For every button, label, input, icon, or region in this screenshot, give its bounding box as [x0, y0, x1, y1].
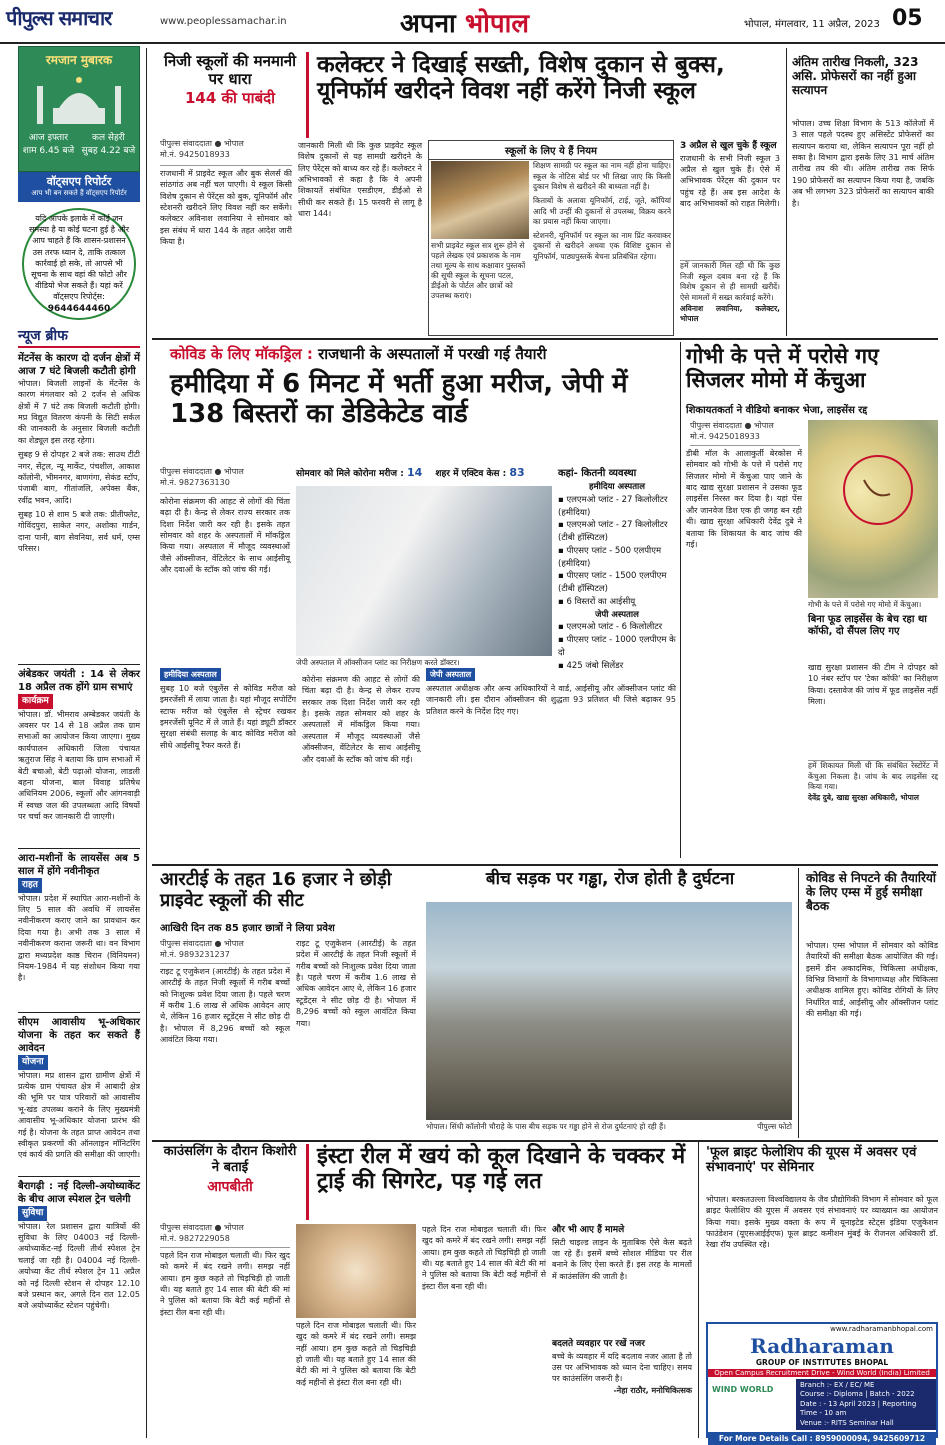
column-divider — [698, 1142, 699, 1438]
mosque-icon — [29, 74, 129, 124]
ad-contact: For More Details Call : 8959000094, 9425609712 — [708, 1432, 936, 1445]
page-number: 05 — [892, 6, 923, 31]
divider — [18, 848, 140, 849]
story1-headline: कलेक्टर ने दिखाई सख्ती, विशेष दुकान से बुक्स, यूनिफॉर्म खरीदने विवश नहीं करेंगे निजी स्कूल — [306, 52, 774, 138]
story9-body: भोपाल। बरकतउल्ला विश्वविद्यालय के जैव प्रौद्योगिकी विभाग में सोमवार को फूल ब्राइट फेलोशिप की यूएस में अवसर एवं संभावनाएं पर व्याख्यान का आयोजन किया गया। इसके मुख्य वक्ता के रूप में यूनाइटेड स्टेट्स इंडिया एजुकेशन फाउंडेशन (यूएसआईईएफ) फूल ब्राइट कमीशन मुंबई के रीजनल अधिकारी डॉ. रेखा रॉय उपस्थित रहे। — [706, 1195, 938, 1250]
news-brief-label: न्यूज ब्रीफ — [18, 326, 140, 348]
story8-byline: पीपुल्स संवाददाता ● भोपाल मो.नं. 9827229058 — [160, 1222, 290, 1248]
story3-kicker: कोविड के लिए मॉकड्रिल : राजधानी के अस्पतालों में परखी गई तैयारी — [170, 345, 547, 363]
story5-byline: पीपुल्स संवाददाता ● भोपाल मो.नं. 9893231237 — [160, 938, 290, 964]
story1-byline: पीपुल्स संवाददाता ● भोपाल मो.नं. 9425018933 — [160, 138, 292, 166]
column-divider — [786, 48, 787, 336]
ramzan-title: रमजान मुबारक — [45, 53, 113, 67]
whatsapp-number: 9644644460 — [47, 303, 111, 314]
story1-kicker: निजी स्कूलों की मनमानी पर धारा 144 की पाबंदी — [163, 52, 297, 107]
story1-body-col1: राजधानी में प्राइवेट स्कूल और बुक सेलर्स की सांठगांठ अब नहीं चल पाएगी। ये स्कूल किसी विशेष दुकान से पेरेंट्स को बुक, यूनिफॉर्म और स्टेशनरी खरीदने लिए विवश नहीं कर सकेंगे। कलेक्टर अविनाश लवानिया ने सोमवार को इस संबंध में धारा 144 के तहत आदेश जारी किया है। — [160, 169, 292, 247]
story6-headline: बीच सड़क पर गड्ढा, रोज होती है दुर्घटना — [485, 869, 735, 889]
column-divider — [146, 48, 147, 1438]
brief-power-cut: मेंटनेंस के कारण दो दर्जन क्षेत्रों में आज 7 घंटे बिजली कटौती होगी भोपाल। बिजली लाइनों के मेंटनेंस के कारण मंगलवार को 2 दर्जन से अधिक क्षेत्रों में 7 घंटे तक बिजली कटौती होगी। मप्र विद्युत वितरण कंपनी के सिटी सर्कल की जानकारी के अनुसार बिजली कटौती का शेड्यूल इस तरह रहेगा। सुबह 9 से दोपहर 2 बजे तक: साउथ टीटी नगर, सेंट्रल, न्यू मार्केट, पंचशील, आकाश कॉलोनी, भीमनगर, बाणगंगा, सेकंड स्टॉप, पंजाबी बाग, गीतांजलि, अपेक्स बैंक, रवींद्र भवन, आदि। सुबह 10 से शाम 5 बजे तक: प्रीतीफ्लेट, गोविंदपुरा, साकेत नगर, अशोका गार्डन, दाना पानी, बाग सेवनिया, सर्व धर्म, एम्स परिसर। — [18, 353, 140, 554]
story4-byline: पीपुल्स संवाददाता ● भोपाल मो.नं. 9425018933 — [690, 420, 800, 446]
covid-stats: सोमवार को मिले कोरोना मरीज : 14 शहर में एक्टिव केस : 83 — [296, 466, 525, 479]
hamidia-section: हमीदिया अस्पताल सुबह 10 बजे एंबुलेंस से कोविड मरीज को इमरजेंसी में लाया जाता है। यहां मौजूद सपोर्टिंग स्टाफ मरीज को एंबुलेंस से स्ट्रेचर रखकर इमरजेंसी यूनिट में ले जाते हैं। यहां ड्यूटी डॉक्टर सुरक्षा संबंधी सलाह के बाद कोविड मरीज को सीधे आईसीयू रैफर करते हैं। — [160, 670, 296, 750]
story4-quote: हमें शिकायत मिली थी कि संबंधित रेस्टोरेंट में केंचुआ निकला है। जांच के बाद लाइसेंस रद्द किया गया। देवेंद्र दुबे, खाद्य सुरक्षा अधिकारी, भोपाल — [808, 760, 938, 858]
facility-item: ▪ एलएमओ प्लांट - 27 किलोलीटर (हमीदिया) — [558, 494, 668, 518]
radharaman-ad[interactable]: www.radharamanbhopal.com Radharaman GROUP OF INSTITUTES BHOPAL Open Campus Recruitment Drive - Wind World (India) Limited WIND WORLD Branch :- EX / EC/ ME Course :- Diploma | Batch - 2022 Date : - 13 April 2023 | Reporting Time - 10 am Venue :- RITS Seminar Hall For More Details Call : 8959000094, 9425609712 — [706, 1322, 938, 1438]
momo-photo — [808, 420, 938, 598]
brief-special-train: बैरागढ़ी : नई दिल्ली-अयोध्याकेंट के बीच आज स्पेशल ट्रेन चलेगी सुविधा भोपाल। रेल प्रशासन द्वारा यात्रियों की सुविधा के लिए 04003 नई दिल्ली-अयोध्याकेंट-नई दिल्ली तीर्थ स्पेशल ट्रेन चलाई जा रही है। 04004 नई दिल्ली-अयोध्या केंट तीर्थ स्पेशल ट्रेन 11 अप्रैल को नई दिल्ली स्टेशन से दोपहर 12.10 बजे प्रस्थान कर, अगले दिन रात 12.05 बजे अयोध्याकेंट स्टेशन पहुंचेगी। — [18, 1181, 140, 1311]
horizontal-divider — [152, 338, 938, 340]
story4-photo-caption: गोभी के पत्ते में परोसे गए मोमो में केंचुआ। — [808, 600, 922, 609]
story3-headline: हमीदिया में 6 मिनट में भर्ती हुआ मरीज, जेपी में 138 बिस्तरों का डेडिकेटेड वार्ड — [170, 369, 628, 429]
facility-item: ▪ पीएसए प्लांट - 500 एलपीएम (हमीदिया) — [558, 545, 662, 569]
hamidia-list — [558, 494, 676, 609]
story8-body-col3: पहले दिन राज मोबाइल चलाती थी। फिर खुद को कमरे में बंद रखने लगी। समझ नहीं आया। हम कुछ कहते तो चिड़चिड़ी हो जाती थी। यह बताते हुए 14 साल की बेटी की मां ने पुलिस को बताया कि बेटी कई महीनों से इंस्टा रील बना रही थी। — [422, 1225, 546, 1291]
brief-sawmill: आरा-मशीनों के लायसेंस अब 5 साल में होंगे नवीनीकृत राहत भोपाल। प्रदेश में स्थापित आरा-मशीनों के लिए 5 साल की अवधि में लायसेंस नवीनीकरण कराए जाने का प्रावधान कर दिया गया है। अभी तक 3 साल में नवीनीकरण कराना जरूरी था। वन विभाग द्वारा मध्यप्रदेश काष्ठ चिरान (विनियमन) नियम-1984 में यह संशोधन किया गया है। — [18, 853, 140, 983]
column-divider — [798, 868, 799, 1138]
story8-body-col1: पहले दिन राज मोबाइल चलाती थी। फिर खुद को कमरे में बंद रखने लगी। समझ नहीं आया। हम कुछ कहते तो चिड़चिड़ी हो जाती थी। यह बताते हुए 14 साल की बेटी की मां ने पुलिस को बताया कि बेटी कई महीनों से इंस्टा रील बना रही थी। — [160, 1251, 290, 1317]
column-divider — [680, 342, 681, 858]
story4-sub2-body: खाद्य सुरक्षा प्रशासन की टीम ने दोपहर को 10 नंबर स्टॉप पर 'टेका कॉफी' का निरीक्षण किया। दस्तावेज की जांच में फूड लाइसेंस नहीं मिला। — [808, 663, 938, 707]
section-title: अपना भोपाल — [400, 9, 530, 39]
story2-headline: अंतिम तारीख निकली, 323 असि. प्रोफेसरों का नहीं हुआ सत्यापन — [792, 55, 919, 97]
story8-body-col2: पहले दिन राज मोबाइल चलाती थी। फिर खुद को कमरे में बंद रखने लगी। समझ नहीं आया। हम कुछ कहते तो चिड़चिड़ी हो जाती थी। यह बताते हुए 14 साल की बेटी की मां ने पुलिस को बताया कि बेटी कई महीनों से इंस्टा रील बना रही थी। — [296, 1321, 416, 1387]
story8-sidebar: और भी आए हैं मामले सिटी चाइल्ड लाइन के मुताबिक ऐसे केस बढ़ते जा रहे हैं। इसमें बच्चे सोशल मीडिया पर रील बनाने के लिए ऐसा करते हैं। इस तरह के मामलों में काउंसलिंग की जाती है। — [552, 1225, 692, 1281]
story8-sub: बदलते व्यवहार पर रखें नजर बच्चे के व्यवहार में यदि बदलाव नजर आता है तो उस पर अभिभावक को ध्यान देना चाहिए। समय पर काउंसलिंग जरूरी है। -नेहा राठौर, मनोचिकित्सक — [552, 1339, 692, 1395]
story5-body-col2: राइट टू एजुकेशन (आरटीई) के तहत प्रदेश में आरटीई के तहत निजी स्कूलों में गरीब बच्चों को निःशुल्क प्रवेश दिया जाता है। पहले चरण में करीब 1.6 लाख से अधिक आवेदन आए थे, लेकिन 16 हजार स्टूडेंट्स ने सीट छोड़ दी है। भोपाल में 8,296 बच्चों को स्कूल आवंटित किया गया। — [296, 939, 416, 1028]
horizontal-divider — [152, 1140, 938, 1142]
divider — [18, 664, 140, 665]
website-url: www.peoplessamachar.in — [160, 16, 287, 27]
story3-body: कोरोना संक्रमण की आहट से लोगों की चिंता बढ़ा दी है। केन्द्र से लेकर राज्य सरकार तक दिशा निर्देश जारी कर रही है। इसके तहत सोमवार को शहर के अस्पतालों में मॉकड्रिल किया गया। अस्पताल में मौजूद व्यवस्थाओं जैसे ऑक्सीजन, वेंटिलेटर के साथ आईसीयू और दवाओं के स्टॉक को जांच की गई। — [160, 497, 290, 575]
story5-subhead: आखिरी दिन तक 85 हजार छात्रों ने लिया प्रवेश — [160, 923, 335, 934]
story1-body-col2: जानकारी मिली थी कि कुछ प्राइवेट स्कूल विशेष दुकानों से यह सामग्री खरीदने के लिए पेरेंट्स को बाध्य कर रहे हैं। कलेक्टर ने अभिभावकों से कहा है कि वे अपनी शिकायतें संबंधित एसडीएम, डीईओ से सीधी कर सकते हैं। 15 फरवरी से लागू है धारा 144। — [298, 141, 422, 219]
cigarette-photo — [296, 1224, 416, 1318]
road-pothole-photo — [426, 902, 792, 1120]
story7-headline: कोविड से निपटने की तैयारियों के लिए एम्स में हुई समीक्षा बैठक — [806, 871, 936, 913]
facility-item: ▪ एलएमओ प्लांट - 6 किलोलीटर — [558, 622, 663, 633]
story1-rules-box: स्कूलों के लिए ये हैं नियम सभी प्राइवेट स्कूल सत्र शुरू होने से पहले लेखक एवं प्रकाशक के नाम तथा मूल्य के साथ कक्षावार पुस्तकों की सूची स्कूल के सूचना पटल, डीईओ के पोर्टल और छात्रों को उपलब्ध कराएं। शिक्षण सामग्री पर स्कूल का नाम नहीं होना चाहिए। स्कूल के नोटिस बोर्ड पर भी लिखा जाए कि किसी दुकान विशेष से खरीदने की बाध्यता नहीं है। किताबों के अलावा यूनिफॉर्म, टाई, जूते, कॉपियां आदि भी उन्हीं की दुकानों से उपलब्ध, विक्रय करने का प्रयास नहीं किया जाएगा। स्टेशनरी, यूनिफॉर्म पर स्कूल का नाम प्रिंट करवाकर दुकानों से खरीदने अथवा एक विशिष्ट दुकान से यूनिफॉर्म, पाठ्यपुस्तकें बेचना प्रतिबंधित रहेगा। — [428, 140, 674, 336]
photo-credit: पीपुल्स फोटो — [757, 1122, 792, 1131]
story9-headline: 'फूल ब्राइट फेलोशिप की यूएस में अवसर एवं संभावनाएं' पर सेमिनार — [706, 1145, 917, 1175]
jp-section: जेपी अस्पताल अस्पताल अधीक्षक और अन्य अधिकारियों ने वार्ड, आईसीयू और ऑक्सीजन प्लांट की जानकारी ली। इस दौरान ऑक्सीजन की शुद्धता 93 प्रतिशत थी जिसे बढ़ाकर 95 प्रतिशत करने के निर्देश दिए गए। — [426, 670, 676, 716]
story4-body: डीबी मॉल के आलाकुर्ती बेरकोस में सोमवार को गोभी के पत्ते में परोसे गए सिजलर मोमो में केंचुआ पाए जाने के बाद खाद्य सुरक्षा प्रशासन ने उसका फूड लाइसेंस निरस्त कर दिया है। यहां पेंस और जानवेज डिश एक ही जगह बन रही थी। खाद्य सुरक्षा अधिकारी देवेंद्र दुबे ने बताया कि शिकायत के बाद जांच की गई। — [686, 449, 802, 549]
story4-sub2: बिना फूड लाइसेंस के बेच रहा था कॉफी, दो सैंपल लिए गए — [808, 614, 927, 637]
story4-subhead: शिकायतकर्ता ने वीडियो बनाकर भेजा, लाइसेंस रद्द — [686, 405, 868, 416]
ad-url[interactable]: www.radharamanbhopal.com — [830, 1325, 933, 1333]
story1-sidebar: 3 अप्रैल से खुल चुके हैं स्कूल राजधानी के सभी निजी स्कूल 3 अप्रैल से खुल चुके हैं। ऐसे में अभिभावक पेरेंट्स की दुकान पर पहुंच रहे हैं। अब इस आदेश के बाद अभिभावकों को राहत मिलेगी। — [680, 141, 780, 209]
wind-world-logo: WIND WORLD — [712, 1385, 774, 1394]
story3-byline: पीपुल्स संवाददाता ● भोपाल मो.नं. 9827363130 — [160, 466, 290, 494]
newspaper-logo: पीपुल्स समाचार — [6, 6, 112, 30]
divider — [18, 1012, 140, 1013]
brief-ambedkar: अंबेडकर जयंती : 14 से लेकर 18 अप्रैल तक होंगे ग्राम सभाएं कार्यक्रम भोपाल। डॉ. भीमराव अम्बेडकर जयंती के अवसर पर 14 से 18 अप्रैल तक ग्राम सभाओं का आयोजन किया जाएगा। मुख्य कार्यपालन अधिकारी जिला पंचायत ऋतुराज सिंह ने बताया कि ग्राम सभाओं में बेटी बचाओ, बेटी पढ़ाओ योजना, लाडली बहना योजना, बाल विवाह प्रतिषेध अधिनियम 2006, स्कूलों और आंगनवाड़ी में स्वच्छ जल की उपलब्धता आदि विषयों पर चर्चा कर जानकारी दी जाएगी। — [18, 669, 140, 821]
story7-body: भोपाल। एम्स भोपाल में सोमवार को कोविड तैयारियों की समीक्षा बैठक आयोजित की गई। इसमें डीन अकादमिक, चिकित्सा अधीक्षक, विभिन्न विभागों के विभागाध्यक्ष और चिकित्सा अधीक्षक शामिल हुए। कोविड रोगियों के लिए निर्धारित वार्ड, आईसीयू और ऑक्सीजन प्लांट की समीक्षा की गई। — [806, 941, 938, 1019]
story1-quote: हमें जानकारी मिल रही थी कि कुछ निजी स्कूल दबाव बना रहे हैं कि विशेष दुकान से ही सामग्री खरीदें। ऐसे मामलों में सख्त कार्रवाई करेंगे। अविनाश लवानिया, कलेक्टर, भोपाल — [680, 260, 780, 336]
hospital-facilities: कहां- कितनी व्यवस्था हमीदिया अस्पताल ▪ एलएमओ प्लांट - 27 किलोलीटर (हमीदिया) ▪ एलएमओ प्लांट - 27 किलोलीटर (टीबी हॉस्पिटल) ▪ पीएसए प्लांट - 500 एलपीएम (हमीदिया) ▪ पीएसए प्लांट - 1500 एलपीएम (टीबी हॉस्पिटल) ▪ 6 विस्तरों का आईसीयू जेपी अस्पताल ▪ एलएमओ प्लांट - 6 किलोलीटर ▪ पीएसए प्लांट - 1000 एलपीएम के दो ▪ 425 जंबो सिलेंडर — [558, 468, 676, 671]
facility-item: ▪ एलएमओ प्लांट - 27 किलोलीटर (टीबी हॉस्पिटल) — [558, 520, 668, 543]
story4-headline: गोभी के पत्ते में परोसे गए सिजलर मोमो में केंचुआ — [686, 344, 879, 393]
masthead — [0, 0, 945, 44]
story2-body: भोपाल। उच्च शिक्षा विभाग के 513 कॉलेजों में 3 साल पहले पदस्थ हुए असिस्टेंट प्रोफेसरों का सत्यापन कराया था, लेकिन सत्यापन पूरा नहीं हो सका है। विभाग द्वारा इसके लिए 31 मार्च अंतिम तारीख तय की थी। अंतिम तारीख तक सिर्फ 190 प्रोफेसरों का सत्यापन किया गया है, जबकि अब भी लगभग 323 प्रोफेसरों का सत्यापन बाकी है। — [792, 119, 934, 208]
whatsapp-reporter-body: यदि आपके इलाके में कोई जन समस्या है या कोई घटना हुई है और आप चाहते हैं कि शासन-प्रशासन उस तरफ ध्यान दे, ताकि तत्काल कार्रवाई हो सके, तो आपसे भी सूचना के साथ वहां की फोटो और वीडियो भेज सकते हैं। यहां करें वॉट्सएप रिपोर्ट्स: 9644644460 — [28, 214, 130, 314]
oxygen-plant-photo — [296, 486, 552, 656]
ramzan-box: रमजान मुबारक आज इफ्तार शाम 6.45 बजे कल सेहरी सुबह 4.22 बजे — [18, 46, 140, 172]
story5-headline: आरटीई के तहत 16 हजार ने छोड़ी प्राइवेट स्कूलों की सीट — [160, 869, 392, 911]
divider — [18, 1176, 140, 1177]
story8-kicker: काउंसलिंग के दौरान किशोरी ने बताई आपबीती — [163, 1144, 297, 1195]
facility-item: ▪ पीएसए प्लांट - 1500 एलपीएम (टीबी हॉस्पिटल) — [558, 571, 667, 594]
brief-cm-scheme: सीएम आवासीय भू-अधिकार योजना के तहत कर सकते हैं आवेदन योजना भोपाल। मप्र शासन द्वारा ग्रामीण क्षेत्रों में प्रत्येक ग्राम पंचायत क्षेत्र में आबादी क्षेत्र की भूमि पर पात्र परिवारों को आवासीय भू-खंड उपलब्ध कराने के लिए मुख्यमंत्री आवासीय भू-अधिकार योजना प्रारंभ की गई है। योजना के तहत प्राप्त आवेदन तथा स्वीकृत प्रकरणों की ऑनलाइन मॉनिटरिंग एवं कार्य की प्रगति की समीक्षा की जाएगी। — [18, 1017, 140, 1160]
horizontal-divider — [152, 864, 938, 866]
dateline: भोपाल, मंगलवार, 11 अप्रैल, 2023 — [744, 19, 880, 30]
facility-item: ▪ 6 विस्तरों का आईसीयू — [558, 596, 636, 607]
facility-item: ▪ पीएसए प्लांट - 1000 एलपीएम के दो — [558, 635, 676, 658]
facility-item: ▪ 425 जंबो सिलेंडर — [558, 660, 624, 671]
story8-headline: इंस्टा रील में खयं को कूल दिखाने के चक्कर में ट्राई की सिगरेट, पड़ गई लत — [306, 1144, 692, 1220]
whatsapp-reporter-header: वॉट्सएप रिपोर्टर आप भी बन सकते हैं वॉट्सएप रिपोर्टर — [18, 172, 140, 202]
story3-photo-caption: जेपी अस्पताल में ऑक्सीजन प्लांट का निरीक्षण करते डॉक्टर। — [296, 658, 460, 667]
story5-body-col1: राइट टू एजुकेशन (आरटीई) के तहत प्रदेश में आरटीई के तहत निजी स्कूलों में गरीब बच्चों को निःशुल्क प्रवेश दिया जाता है। पहले चरण में करीब 1.6 लाख से अधिक आवेदन आए थे, लेकिन 16 हजार स्टूडेंट्स ने सीट छोड़ दी है। भोपाल में 8,296 बच्चों को स्कूल आवंटित किया गया। — [160, 967, 290, 1045]
bookshop-photo — [431, 161, 529, 239]
story3-body-col3: कोरोना संक्रमण की आहट से लोगों की चिंता बढ़ा दी है। केन्द्र से लेकर राज्य सरकार तक दिशा निर्देश जारी कर रही है। इसके तहत सोमवार को शहर के अस्पतालों में मॉकड्रिल किया गया। अस्पताल में मौजूद व्यवस्थाओं जैसे ऑक्सीजन, वेंटिलेटर के साथ आईसीयू और दवाओं के स्टॉक को जांच की गई। — [302, 675, 420, 764]
story6-photo-caption: भोपाल। सिंधी कॉलोनी चौराहे के पास बीच सड़क पर गड्ढा होने से रोज दुर्घटनाएं हो रही हैं। — [426, 1122, 666, 1131]
ad-brand: Radharaman — [750, 1334, 894, 1358]
